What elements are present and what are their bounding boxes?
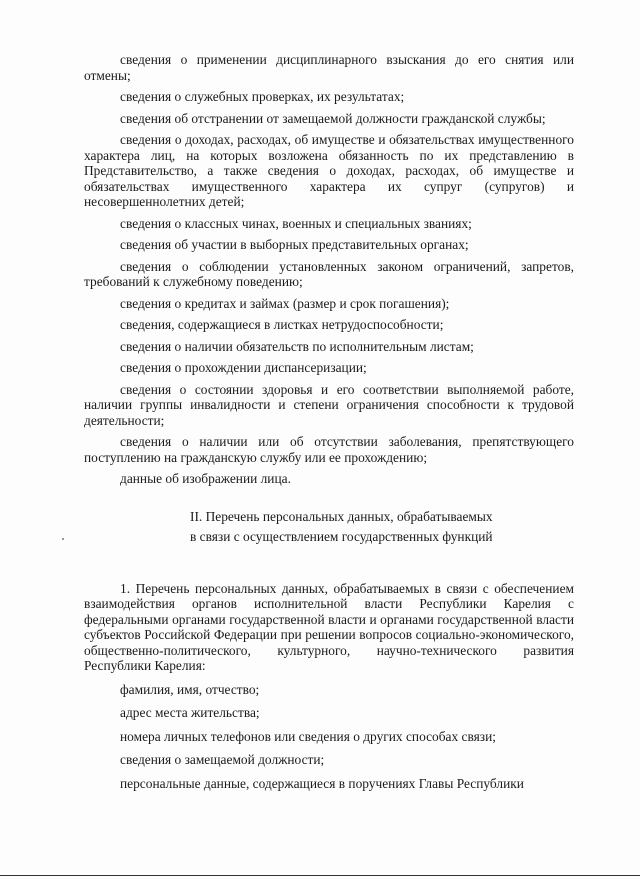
paragraph-address: адрес места жительства; bbox=[120, 705, 260, 720]
paragraph-income: сведения о доходах, расходах, об имуществе и обязательствах имущественного характера лиц, на которых возложена обязанность по их представлению в Представительство, а также сведения о доходах, расходах, об имуществе и обязательствах имущественного характера их супруг (супругов) и несовершеннолетних детей; bbox=[84, 132, 574, 209]
scan-speck bbox=[62, 538, 64, 540]
paragraph-credits: сведения о кредитах и займах (размер и срок погашения); bbox=[120, 295, 450, 311]
section-heading-line1: II. Перечень персональных данных, обрабатываемых bbox=[190, 508, 493, 524]
paragraph-writs: сведения о наличии обязательств по исполнительным листам; bbox=[120, 338, 474, 354]
paragraph-inspections: сведения о служебных проверках, их результатах; bbox=[120, 89, 405, 104]
paragraph-restrictions: сведения о соблюдении установленных законом ограничений, запретов, требований к служебному поведению; bbox=[84, 258, 574, 289]
paragraph-suspension: сведения об отстранении от замещаемой должности гражданской службы; bbox=[120, 110, 546, 126]
paragraph-list-intro: 1. Перечень персональных данных, обрабатываемых в связи с обеспечением взаимодействия органов исполнительной власти Республики Карелия с федеральными органами государственной власти и органами государственной власти субъектов Российской Федерации при решении вопросов социально-экономического, общественно-политического, культурного, научно-технического развития Республики Карелия: bbox=[84, 580, 574, 673]
paragraph-full-name: фамилия, имя, отчество; bbox=[120, 681, 260, 697]
scan-edge-line bbox=[0, 875, 640, 876]
paragraph-disciplinary: сведения о применении дисциплинарного взыскания до его снятия или отмены; bbox=[84, 52, 574, 83]
paragraph-instructions: персональные данные, содержащиеся в поручениях Главы Республики bbox=[120, 775, 524, 791]
paragraph-position: сведения о замещаемой должности; bbox=[120, 752, 325, 767]
document-body bbox=[84, 52, 574, 799]
section-heading bbox=[84, 507, 574, 547]
section-heading-line2: в связи с осуществлением государственных функций bbox=[190, 528, 493, 544]
paragraph-sick-leave: сведения, содержащиеся в листках нетрудоспособности; bbox=[120, 317, 444, 332]
paragraph-ranks: сведения о классных чинах, военных и специальных званиях; bbox=[120, 215, 472, 231]
paragraph-image: данные об изображении лица. bbox=[120, 471, 291, 486]
paragraph-disease: сведения о наличии или об отсутствии заболевания, препятствующего поступлению на гражданскую службу или ее прохождению; bbox=[84, 434, 574, 465]
spacer bbox=[84, 547, 574, 581]
paragraph-phones: номера личных телефонов или сведения о других способах связи; bbox=[120, 728, 496, 744]
paragraph-health: сведения о состоянии здоровья и его соответствии выполняемой работе, наличии группы инвалидности и степени ограничения способности к трудовой деятельности; bbox=[84, 381, 574, 428]
paragraph-elections: сведения об участии в выборных представительных органах; bbox=[120, 237, 469, 252]
paragraph-medical-exam: сведения о прохождении диспансеризации; bbox=[120, 360, 367, 375]
